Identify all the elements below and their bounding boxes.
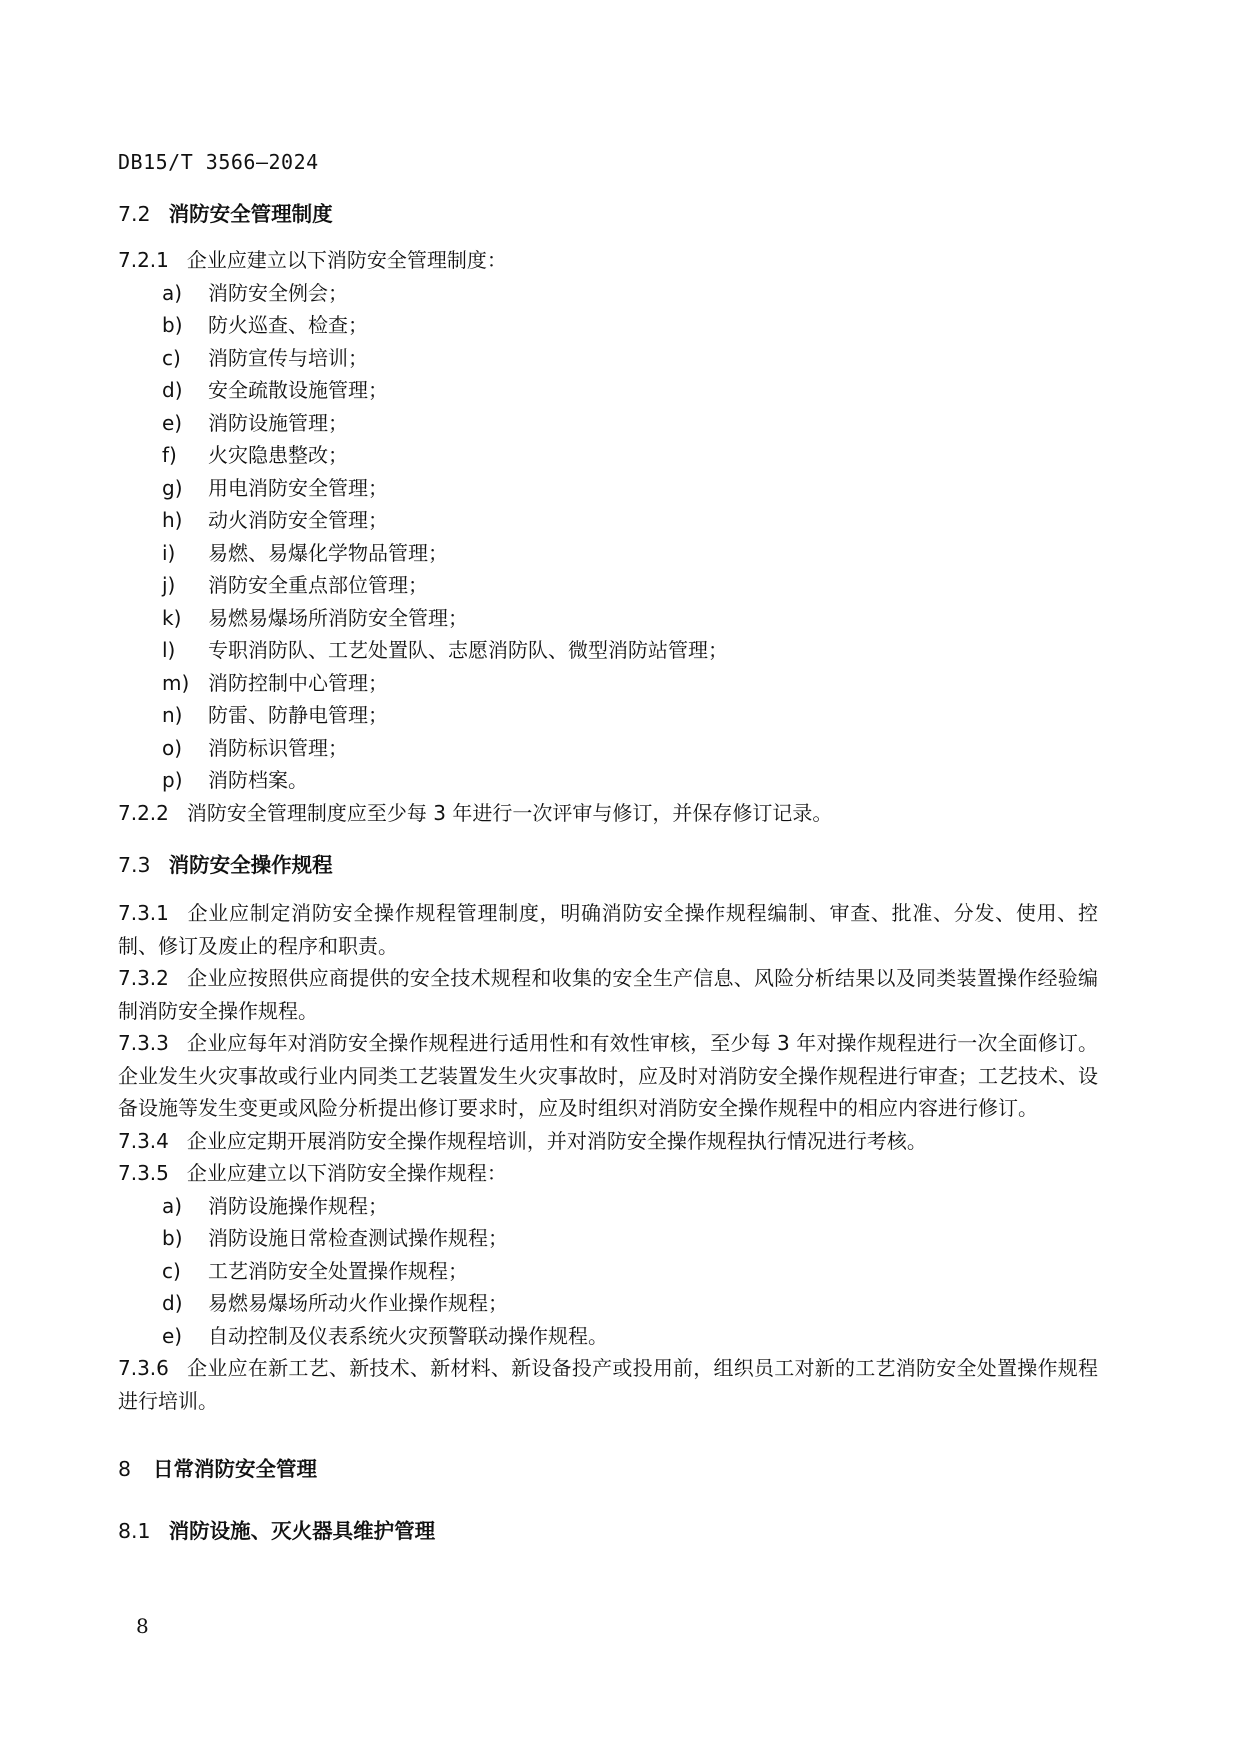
list-item	[118, 569, 1098, 602]
section-number: 7.3	[118, 853, 151, 877]
clause-7-3-5	[118, 1157, 1098, 1190]
clause-7-2-2	[118, 797, 1098, 830]
clause-text: 企业应定期开展消防安全操作规程培训，并对消防安全操作规程执行情况进行考核。	[186, 1128, 927, 1153]
clause-number: 7.3.3	[118, 1031, 169, 1055]
list-item-text: 专职消防队、工艺处置队、志愿消防队、微型消防站管理；	[208, 638, 728, 662]
list-marker: k)	[162, 605, 182, 630]
clause-7-3-6	[118, 1352, 1098, 1417]
list-item	[118, 1190, 1098, 1223]
list-item	[118, 342, 1098, 375]
list-item	[118, 764, 1098, 797]
list-item	[118, 1255, 1098, 1288]
clause-number: 7.3.2	[118, 966, 169, 990]
list-item	[118, 439, 1098, 472]
list-item	[118, 667, 1098, 700]
list-marker: c)	[162, 345, 181, 370]
list-item	[118, 1287, 1098, 1320]
list-item-text: 防雷、防静电管理；	[208, 703, 388, 727]
clause-text: 企业应建立以下消防安全管理制度：	[186, 248, 507, 272]
chapter-title: 日常消防安全管理	[153, 1457, 318, 1481]
list-marker: l)	[162, 638, 176, 662]
clause-text: 企业应在新工艺、新技术、新材料、新设备投产或投用前，组织员工对新的工艺消防安全处置操作规程进行培训。	[118, 1356, 1098, 1413]
list-item	[118, 407, 1098, 440]
clause-number: 7.3.1	[118, 901, 169, 925]
section-heading-8-1	[118, 1515, 1098, 1547]
list-marker: f)	[162, 443, 177, 467]
list-item	[118, 504, 1098, 537]
list-item-text: 动火消防安全管理；	[208, 508, 388, 532]
list-marker: m)	[162, 670, 190, 695]
list-item	[118, 537, 1098, 570]
list-marker: d)	[162, 1291, 183, 1315]
list-marker: d)	[162, 378, 183, 402]
list-marker: j)	[162, 573, 176, 597]
list-marker: e)	[162, 1323, 183, 1348]
list-marker: b)	[162, 313, 183, 337]
list-item	[118, 602, 1098, 635]
list-marker: e)	[162, 410, 183, 435]
section-number: 7.2	[118, 202, 151, 226]
list-item-text: 消防设施管理；	[208, 410, 348, 435]
page-number: 8	[136, 1614, 149, 1638]
list-7-2-1	[118, 277, 1098, 797]
list-marker: i)	[162, 540, 176, 565]
list-item	[118, 699, 1098, 732]
list-item-text: 工艺消防安全处置操作规程；	[208, 1258, 468, 1283]
clause-number: 7.3.5	[118, 1161, 169, 1185]
chapter-heading-8	[118, 1453, 1098, 1485]
section-title: 消防安全操作规程	[168, 853, 333, 877]
list-item	[118, 634, 1098, 667]
list-item-text: 消防安全重点部位管理；	[208, 573, 428, 597]
section-heading-7-3	[118, 849, 1098, 881]
list-item-text: 易燃、易爆化学物品管理；	[208, 540, 448, 565]
clause-text: 企业应制定消防安全操作规程管理制度，明确消防安全操作规程编制、审查、批准、分发、使用、控制、修订及废止的程序和职责。	[118, 901, 1098, 958]
list-item-text: 消防宣传与培训；	[208, 345, 368, 370]
list-item-text: 消防档案。	[208, 768, 308, 792]
list-marker: n)	[162, 703, 183, 727]
list-item-text: 易燃易爆场所动火作业操作规程；	[208, 1291, 508, 1315]
list-item-text: 消防标识管理；	[208, 735, 348, 760]
list-item-text: 易燃易爆场所消防安全管理；	[208, 605, 468, 630]
clause-number: 7.3.4	[118, 1128, 169, 1153]
section-title: 消防设施、灭火器具维护管理	[168, 1519, 436, 1543]
document-body	[118, 198, 1098, 1547]
section-heading-7-2	[118, 198, 1098, 230]
list-marker: h)	[162, 508, 183, 532]
chapter-number: 8	[118, 1457, 132, 1481]
clause-7-2-1	[118, 244, 1098, 277]
list-7-3-5	[118, 1190, 1098, 1353]
list-item	[118, 1320, 1098, 1353]
clause-text: 企业应按照供应商提供的安全技术规程和收集的安全生产信息、风险分析结果以及同类装置操作经验编制消防安全操作规程。	[118, 966, 1098, 1023]
list-item-text: 消防安全例会；	[208, 280, 348, 305]
list-item	[118, 309, 1098, 342]
list-item-text: 消防设施操作规程；	[208, 1193, 388, 1218]
clause-number: 7.2.1	[118, 248, 169, 272]
list-item	[118, 277, 1098, 310]
list-item-text: 安全疏散设施管理；	[208, 378, 388, 402]
list-item-text: 自动控制及仪表系统火灾预警联动操作规程。	[208, 1323, 608, 1348]
list-item	[118, 1222, 1098, 1255]
clause-text: 消防安全管理制度应至少每 3 年进行一次评审与修订，并保存修订记录。	[186, 800, 833, 825]
clause-7-3-1	[118, 897, 1098, 962]
list-marker: c)	[162, 1258, 181, 1283]
list-marker: g)	[162, 475, 183, 500]
clause-number: 7.2.2	[118, 800, 169, 825]
list-item-text: 消防设施日常检查测试操作规程；	[208, 1226, 508, 1250]
list-item	[118, 374, 1098, 407]
list-item-text: 用电消防安全管理；	[208, 475, 388, 500]
list-item	[118, 472, 1098, 505]
clause-7-3-2	[118, 962, 1098, 1027]
clause-number: 7.3.6	[118, 1356, 169, 1380]
document-code: DB15/T 3566—2024	[118, 150, 319, 174]
list-item-text: 消防控制中心管理；	[208, 670, 388, 695]
list-marker: p)	[162, 768, 183, 792]
section-title: 消防安全管理制度	[168, 202, 333, 226]
list-item-text: 防火巡查、检查；	[208, 313, 368, 337]
list-marker: a)	[162, 280, 183, 305]
clause-text: 企业应建立以下消防安全操作规程：	[186, 1161, 507, 1185]
section-number: 8.1	[118, 1519, 151, 1543]
list-marker: o)	[162, 735, 183, 760]
list-marker: b)	[162, 1226, 183, 1250]
clause-7-3-4	[118, 1125, 1098, 1158]
clause-7-3-3	[118, 1027, 1098, 1125]
list-item-text: 火灾隐患整改；	[208, 443, 348, 467]
clause-text: 企业应每年对消防安全操作规程进行适用性和有效性审核，至少每 3 年对操作规程进行一次全面修订。企业发生火灾事故或行业内同类工艺装置发生火灾事故时，应及时对消防安全操作规程进行审查；工艺技术、设备设施等发生变更或风险分析提出修订要求时，应及时组织对消防安全操作规程中的相应内容进行修订。	[118, 1031, 1098, 1120]
list-item	[118, 732, 1098, 765]
list-marker: a)	[162, 1193, 183, 1218]
